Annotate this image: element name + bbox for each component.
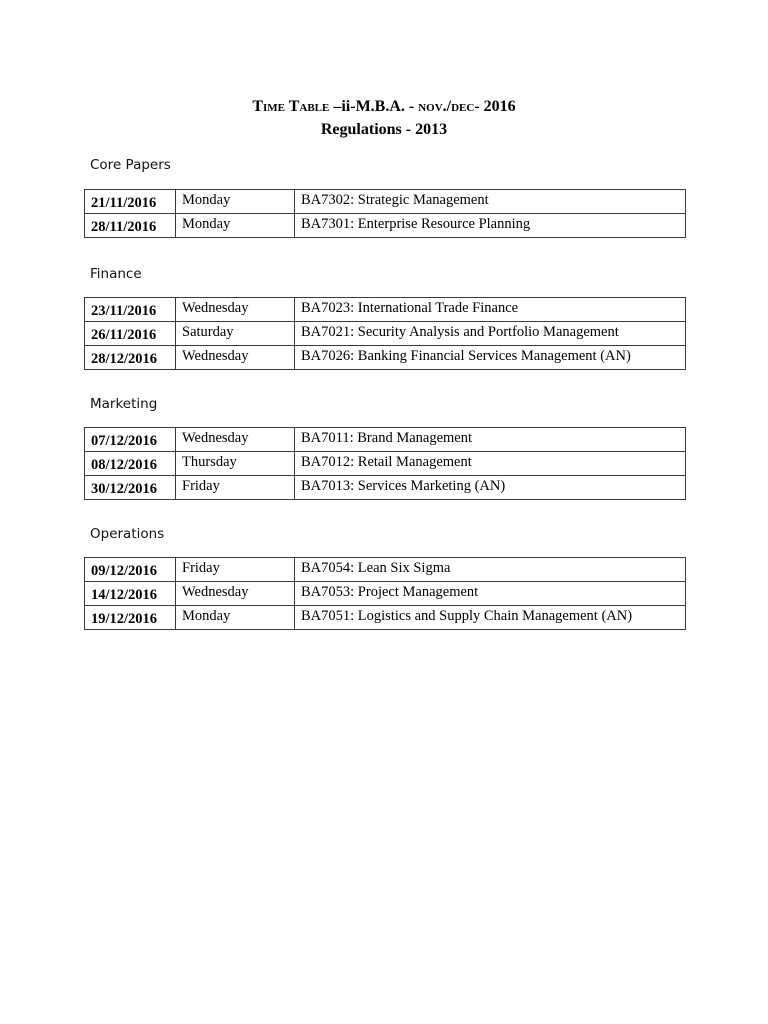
exam-date: 14/12/2016 (85, 582, 176, 606)
table-row (85, 582, 686, 606)
core-papers-table (84, 189, 686, 238)
exam-day: Wednesday (176, 346, 295, 370)
exam-subject: BA7013: Services Marketing (AN) (295, 476, 686, 500)
exam-date: 08/12/2016 (85, 452, 176, 476)
exam-subject: BA7053: Project Management (295, 582, 686, 606)
exam-date: 28/11/2016 (85, 214, 176, 238)
marketing-table (84, 427, 686, 500)
section-label-core-papers: Core Papers (90, 157, 171, 173)
exam-day: Monday (176, 190, 295, 214)
page-title (0, 96, 768, 141)
exam-subject: BA7023: International Trade Finance (295, 298, 686, 322)
exam-date: 23/11/2016 (85, 298, 176, 322)
exam-date: 07/12/2016 (85, 428, 176, 452)
exam-date: 30/12/2016 (85, 476, 176, 500)
exam-date: 19/12/2016 (85, 606, 176, 630)
table-row (85, 606, 686, 630)
finance-table (84, 297, 686, 370)
exam-subject: BA7021: Security Analysis and Portfolio Management (295, 322, 686, 346)
exam-day: Wednesday (176, 582, 295, 606)
table-row (85, 558, 686, 582)
exam-subject: BA7026: Banking Financial Services Management (AN) (295, 346, 686, 370)
section-label-finance: Finance (90, 266, 142, 282)
table-row (85, 190, 686, 214)
exam-day: Thursday (176, 452, 295, 476)
title-session: nov./dec- (418, 98, 480, 115)
exam-day: Monday (176, 606, 295, 630)
table-row (85, 476, 686, 500)
exam-date: 21/11/2016 (85, 190, 176, 214)
exam-subject: BA7051: Logistics and Supply Chain Management (AN) (295, 606, 686, 630)
exam-day: Friday (176, 558, 295, 582)
table-row (85, 298, 686, 322)
title-line-1 (0, 96, 768, 118)
exam-date: 09/12/2016 (85, 558, 176, 582)
table-row (85, 346, 686, 370)
exam-date: 28/12/2016 (85, 346, 176, 370)
table-row (85, 214, 686, 238)
exam-day: Wednesday (176, 298, 295, 322)
title-year: 2016 (479, 98, 516, 115)
exam-day: Monday (176, 214, 295, 238)
title-regulations: Regulations - 2013 (320, 121, 448, 138)
exam-subject: BA7302: Strategic Management (295, 190, 686, 214)
table-row (85, 322, 686, 346)
title-program: –ii-M.B.A. - (329, 98, 419, 115)
table-row (85, 428, 686, 452)
exam-subject: BA7011: Brand Management (295, 428, 686, 452)
exam-subject: BA7054: Lean Six Sigma (295, 558, 686, 582)
exam-day: Friday (176, 476, 295, 500)
operations-table (84, 557, 686, 630)
title-time-table: Time Table (252, 98, 330, 115)
table-row (85, 452, 686, 476)
exam-subject: BA7012: Retail Management (295, 452, 686, 476)
exam-date: 26/11/2016 (85, 322, 176, 346)
section-label-operations: Operations (90, 526, 165, 542)
section-label-marketing: Marketing (90, 396, 158, 412)
exam-subject: BA7301: Enterprise Resource Planning (295, 214, 686, 238)
exam-day: Saturday (176, 322, 295, 346)
exam-day: Wednesday (176, 428, 295, 452)
